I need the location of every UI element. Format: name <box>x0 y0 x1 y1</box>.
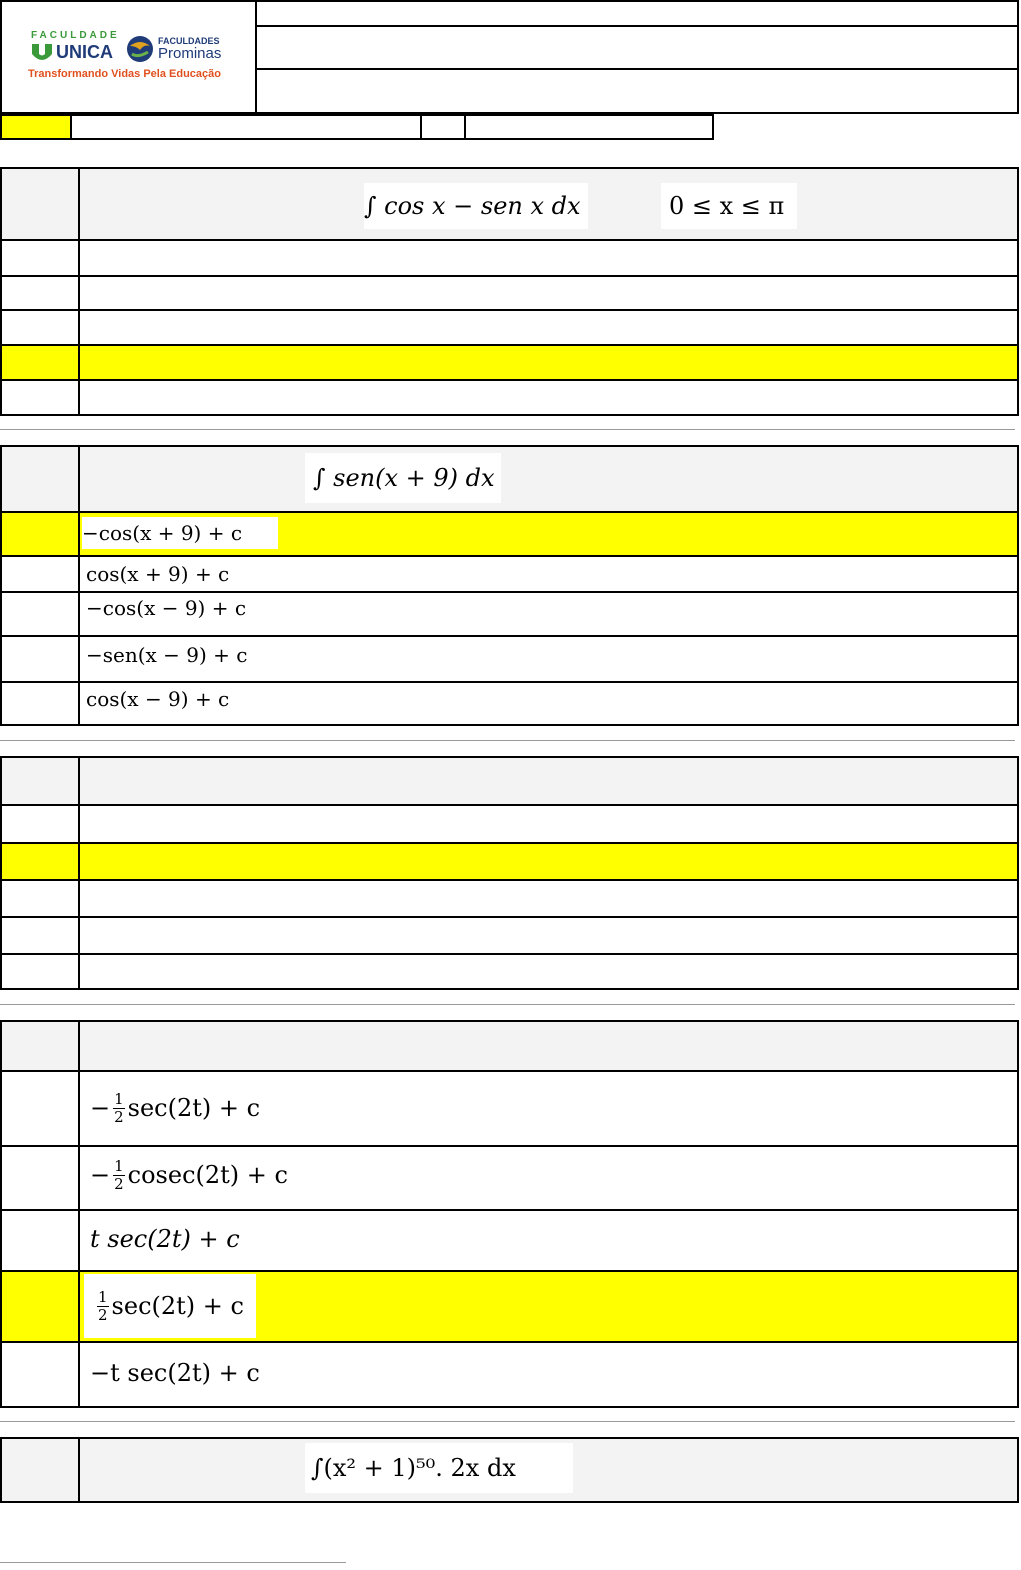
logo-u-icon <box>30 44 54 62</box>
option-row-correct[interactable] <box>2 844 1017 881</box>
footer-line <box>0 1562 346 1563</box>
option-c-text: t sec(2t) + c <box>90 1225 240 1253</box>
logo-prominas-text: Prominas <box>158 45 222 62</box>
meta-cell-3 <box>420 114 466 140</box>
separator <box>0 740 1015 741</box>
question-1-interval <box>661 183 797 229</box>
option-row[interactable] <box>2 1072 1017 1147</box>
option-row-correct[interactable] <box>2 346 1017 381</box>
question-number-cell <box>2 1022 80 1070</box>
logo-unica-text: UNICA <box>56 42 113 62</box>
option-d-text: −sen(x − 9) + c <box>86 641 252 669</box>
logo-tagline: Transformando Vidas Pela Educação <box>28 68 221 80</box>
separator <box>0 1421 1015 1422</box>
option-row[interactable] <box>2 637 1017 683</box>
fraction: $\frac{1}{2}$ <box>114 1157 124 1193</box>
option-row[interactable] <box>2 1343 1017 1406</box>
question-5-header <box>2 1439 1017 1501</box>
option-row-correct[interactable] <box>2 513 1017 557</box>
question-number-cell <box>2 758 80 804</box>
separator <box>0 1004 1015 1005</box>
option-b-text <box>90 1153 288 1197</box>
question-number-cell <box>2 169 80 239</box>
fraction: $\frac{1}{2}$ <box>114 1090 124 1126</box>
option-row[interactable] <box>2 1211 1017 1272</box>
option-a-text: −cos(x + 9) + c <box>82 517 278 549</box>
option-row[interactable] <box>2 1147 1017 1211</box>
logo-globe-icon <box>124 34 156 64</box>
option-row[interactable] <box>2 806 1017 844</box>
question-4-header <box>2 1022 1017 1072</box>
question-1-table <box>0 167 1019 416</box>
option-row[interactable] <box>2 955 1017 988</box>
logo-faculdades-text: FACULDADES <box>158 36 220 46</box>
question-number-cell <box>2 447 80 511</box>
question-3-table <box>0 756 1019 990</box>
question-5-table <box>0 1437 1019 1503</box>
question-3-header <box>2 758 1017 806</box>
option-row[interactable] <box>2 557 1017 593</box>
option-d-text <box>84 1274 256 1338</box>
option-row[interactable] <box>2 311 1017 346</box>
option-row-correct[interactable] <box>2 1272 1017 1343</box>
question-2-table <box>0 445 1019 726</box>
option-b-text: cos(x + 9) + c <box>86 561 233 587</box>
integral-text: ∫ cos x − sen x dx <box>364 192 581 220</box>
fraction: $\frac{1}{2}$ <box>98 1288 108 1324</box>
minus-sign: − <box>90 1161 111 1189</box>
option-c-text: −cos(x − 9) + c <box>86 595 250 621</box>
option-b-expr: cosec(2t) + c <box>127 1161 288 1189</box>
option-row[interactable] <box>2 593 1017 637</box>
question-1-integral <box>364 183 588 229</box>
option-e-text: cos(x − 9) + c <box>86 685 233 713</box>
meta-cell-4 <box>464 114 714 140</box>
minus-sign: − <box>90 1094 111 1122</box>
option-row[interactable] <box>2 683 1017 724</box>
logo-cell <box>0 0 257 112</box>
meta-cell-2 <box>70 114 422 140</box>
question-number-cell <box>2 1439 80 1501</box>
integral-text: ∫(x² + 1)⁵⁰. 2x dx <box>311 1454 516 1482</box>
logo-faculdade-text: FACULDADE <box>31 30 120 41</box>
question-1-header <box>2 169 1017 241</box>
option-e-text: −t sec(2t) + c <box>90 1359 260 1387</box>
logo <box>28 30 238 88</box>
question-2-header <box>2 447 1017 513</box>
option-row[interactable] <box>2 881 1017 918</box>
interval-text: 0 ≤ x ≤ π <box>669 192 785 220</box>
option-row[interactable] <box>2 241 1017 277</box>
header-divider-2 <box>257 68 1019 70</box>
option-row[interactable] <box>2 277 1017 311</box>
question-4-table <box>0 1020 1019 1408</box>
option-d-expr: sec(2t) + c <box>111 1292 244 1320</box>
header-divider-1 <box>257 25 1019 27</box>
option-row[interactable] <box>2 918 1017 955</box>
question-2-integral <box>305 453 501 503</box>
separator <box>0 429 1015 430</box>
meta-cell-1 <box>0 114 72 140</box>
option-row[interactable] <box>2 381 1017 414</box>
option-a-text <box>90 1086 260 1130</box>
question-5-integral <box>305 1443 573 1493</box>
option-a-expr: sec(2t) + c <box>127 1094 261 1122</box>
integral-text: ∫ sen(x + 9) dx <box>313 464 495 492</box>
